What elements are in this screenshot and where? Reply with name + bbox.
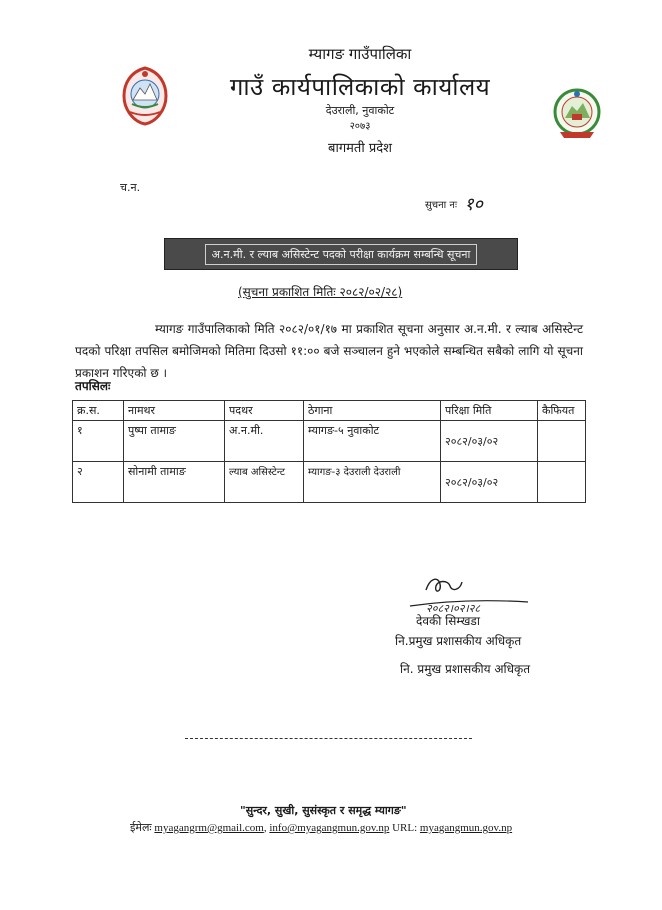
email-label: ईमेलः (130, 822, 152, 834)
notice-body-text: म्यागङ गाउँपालिकाको मिति २०८२/०१/१७ मा प्रकाशित सूचना अनुसार अ.न.मी. र ल्याब असिस्टेन्ट पदको परिक्षा तपसिल बमोजिमको मितिमा दिउसो ११:०० बजे सञ्चालन हुने भएकोले सम्बन्धित सबैको लागि यो सूचना प्रकाशन गरिएको छ । (75, 322, 583, 380)
table-cell: म्यागङ-३ देउराली देउराली (304, 462, 441, 503)
nepal-emblem-icon (118, 64, 172, 128)
exam-schedule-table (72, 400, 586, 503)
table-cell (538, 421, 586, 462)
table-cell (538, 462, 586, 503)
table-cell: अ.न.मी. (225, 421, 304, 462)
footer-divider (185, 738, 472, 739)
column-header: नामथर (124, 401, 225, 421)
table-cell: सोनामी तामाङ (124, 462, 225, 503)
header-office-name: गाउँ कार्यपालिकाको कार्यालय (229, 73, 491, 101)
signatory-stamp-title: नि. प्रमुख प्रशासकीय अधिकृत (400, 662, 531, 676)
details-label: तपसिलः (75, 379, 111, 393)
footer-contact (130, 820, 512, 835)
notice-title: अ.न.मी. र ल्याब असिस्टेन्ट पदको परीक्षा कार्यक्रम सम्बन्धि सूचना (205, 244, 478, 265)
header-address: देउराली, नुवाकोट (325, 104, 395, 117)
table-header-row (73, 401, 586, 421)
table-cell: १ (73, 421, 124, 462)
table-cell: ल्याब असिस्टेन्ट (225, 462, 304, 503)
chalani-number-label: च.न. (120, 181, 141, 194)
column-header: ठेगाना (304, 401, 441, 421)
notice-number-label: सुचना नः (425, 200, 457, 211)
column-header: पदथर (225, 401, 304, 421)
table-cell: २०८२/०३/०२ (441, 462, 538, 503)
header-municipality-name: म्यागङ गाउँपालिका (308, 45, 412, 63)
notice-title-banner (164, 238, 518, 270)
handwritten-signature (404, 572, 534, 616)
column-header: कैफियत (538, 401, 586, 421)
table-cell: म्यागङ-५ नुवाकोट (304, 421, 441, 462)
notice-number (425, 192, 483, 216)
municipality-logo-icon (550, 82, 604, 146)
table-cell: २ (73, 462, 124, 503)
website-link[interactable]: myagangmun.gov.np (419, 822, 513, 834)
email-link-1[interactable]: myagangrm@gmail.com (154, 822, 264, 834)
column-header: परिक्षा मिति (441, 401, 538, 421)
header-province: बागमती प्रदेश (328, 141, 392, 156)
table-cell: पुष्पा तामाङ (124, 421, 225, 462)
url-label: URL: (392, 822, 418, 834)
table-row (73, 462, 586, 503)
publish-date: (सुचना प्रकाशित मितिः २०८२/०२/२८) (238, 285, 403, 299)
signatory-name: देवकी सिम्खडा (416, 614, 480, 628)
table-row (73, 421, 586, 462)
column-header: क्र.स. (73, 401, 124, 421)
notice-number-value: १० (464, 194, 483, 215)
email-link-2[interactable]: info@myagangmun.gov.np (269, 822, 390, 834)
notice-body (75, 318, 583, 384)
footer-motto: "सुन्दर, सुखी, सुसंस्कृत र समृद्ध म्यागङ" (240, 804, 407, 817)
header-year: २०७३ (349, 121, 371, 132)
table-cell: २०८२/०३/०२ (441, 421, 538, 462)
email-separator: , (263, 822, 267, 834)
signatory-title: नि.प्रमुख प्रशासकीय अधिकृत (395, 634, 522, 648)
signature-date: २०८२।०२।२८ (426, 602, 481, 615)
